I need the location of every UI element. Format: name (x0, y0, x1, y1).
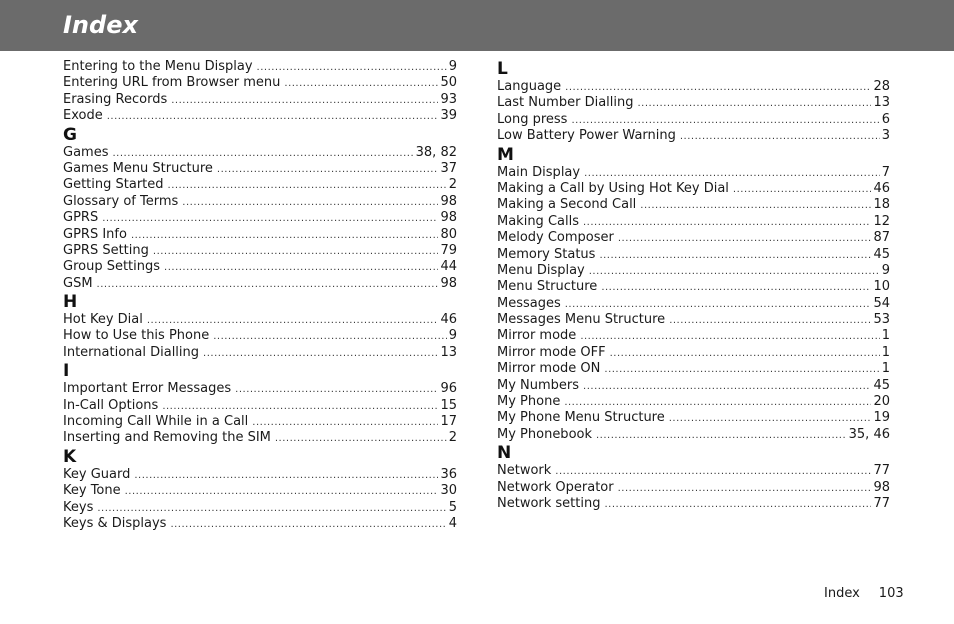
dot-leader (182, 195, 438, 211)
index-page-number: 77 (873, 463, 890, 479)
index-entry (497, 394, 890, 410)
index-term: GPRS Setting (63, 242, 149, 258)
index-entry (497, 496, 890, 512)
dot-leader (217, 162, 439, 178)
index-page-number: 18 (873, 197, 890, 213)
index-entry (497, 181, 890, 197)
index-page-number: 46 (873, 180, 890, 196)
index-entry (497, 79, 890, 95)
index-term: Games (63, 144, 109, 160)
index-page-number: 39 (440, 108, 457, 124)
index-term: Important Error Messages (63, 381, 232, 397)
index-term: GPRS (63, 210, 99, 226)
index-page-number: 53 (873, 312, 890, 328)
index-page-number: 93 (440, 91, 457, 107)
index-term: Keys & Displays (63, 515, 167, 531)
dot-leader (153, 244, 439, 260)
dot-leader (680, 129, 880, 145)
index-entry (63, 398, 457, 414)
index-page-number: 80 (440, 226, 457, 242)
index-term: Entering to the Menu Display (63, 59, 253, 74)
dot-leader (604, 362, 879, 378)
index-page-number: 79 (440, 242, 457, 258)
index-entry (497, 263, 890, 279)
index-entry (63, 276, 457, 292)
index-column-left (63, 59, 457, 532)
dot-leader (596, 428, 847, 444)
index-entry (63, 345, 457, 361)
index-term: Getting Started (63, 177, 164, 193)
index-page-number: 6 (881, 111, 890, 127)
index-term: My Phonebook (497, 426, 592, 442)
dot-leader (134, 468, 438, 484)
index-term: Erasing Records (63, 91, 168, 107)
dot-leader (604, 497, 871, 513)
index-entry (63, 467, 457, 483)
index-page-number: 9 (448, 328, 457, 344)
dot-leader (125, 484, 439, 500)
index-page-number: 3 (881, 128, 890, 144)
index-page-number: 35, 46 (848, 426, 890, 442)
index-entry (497, 128, 890, 144)
dot-leader (213, 329, 447, 345)
index-entry (497, 361, 890, 377)
index-term: Long press (497, 111, 568, 127)
index-entry (497, 427, 890, 443)
index-term: Low Battery Power Warning (497, 128, 676, 144)
index-entry (63, 500, 457, 516)
index-page-number: 98 (440, 193, 457, 209)
index-page-number: 54 (873, 295, 890, 311)
index-entry (497, 410, 890, 426)
dot-leader (107, 109, 439, 125)
section-letter: K (63, 446, 77, 467)
index-term: Making Calls (497, 213, 579, 229)
dot-leader (637, 96, 871, 112)
dot-leader (97, 501, 446, 517)
index-page-number: 45 (873, 377, 890, 393)
index-page-number: 36 (440, 466, 457, 482)
dot-leader (131, 228, 439, 244)
index-page-number: 9 (448, 59, 457, 74)
index-entry (497, 463, 890, 479)
dot-leader (584, 166, 880, 182)
index-entry (497, 165, 890, 181)
index-term: Menu Structure (497, 279, 598, 295)
index-page-number: 28 (873, 79, 890, 94)
index-term: Inserting and Removing the SIM (63, 430, 271, 446)
index-entry (63, 75, 457, 91)
index-page-number: 20 (873, 394, 890, 410)
footer-label: Index (824, 586, 860, 601)
index-entry (63, 92, 457, 108)
index-term: Menu Display (497, 262, 585, 278)
index-term: Network (497, 463, 552, 479)
header-bar (0, 0, 954, 51)
dot-leader (102, 211, 438, 227)
dot-leader (583, 215, 871, 231)
index-term: Messages Menu Structure (497, 312, 666, 328)
index-entry (63, 259, 457, 275)
index-entry (497, 214, 890, 230)
dot-leader (618, 481, 872, 497)
index-page-number: 7 (881, 164, 890, 180)
dot-leader (171, 93, 438, 109)
index-term: Incoming Call While in a Call (63, 414, 249, 430)
index-page-number: 77 (873, 495, 890, 511)
index-page-number: 45 (873, 246, 890, 262)
section-letter: G (63, 124, 77, 145)
index-term: Games Menu Structure (63, 160, 213, 176)
index-page-number: 12 (873, 213, 890, 229)
dot-leader (610, 346, 880, 362)
index-term: Key Guard (63, 466, 131, 482)
dot-leader (580, 329, 879, 345)
index-entry (63, 516, 457, 532)
index-page-number: 30 (440, 483, 457, 499)
index-page-number: 44 (440, 259, 457, 275)
index-page-number: 13 (440, 344, 457, 360)
index-term: Entering URL from Browser menu (63, 75, 281, 91)
index-page-number: 1 (881, 344, 890, 360)
page-title: Index (63, 11, 138, 39)
index-page-number: 1 (881, 328, 890, 344)
dot-leader (147, 313, 439, 329)
dot-leader (601, 280, 871, 296)
index-page-number: 9 (881, 262, 890, 278)
index-entry (63, 227, 457, 243)
index-entry (497, 480, 890, 496)
index-term: Network setting (497, 495, 601, 511)
index-entry (497, 279, 890, 295)
dot-leader (571, 113, 879, 129)
section-letter: I (63, 361, 70, 382)
index-entry (497, 230, 890, 246)
index-entry (63, 381, 457, 397)
index-term: Language (497, 79, 562, 94)
index-page-number: 2 (448, 430, 457, 446)
index-entry (63, 177, 457, 193)
index-term: Keys (63, 499, 94, 515)
dot-leader (252, 415, 438, 431)
index-entry (497, 112, 890, 128)
index-page-number: 96 (440, 381, 457, 397)
index-term: In-Call Options (63, 397, 159, 413)
index-term: Key Tone (63, 483, 121, 499)
page-footer (824, 586, 904, 602)
index-page-number: 98 (440, 210, 457, 226)
index-entry (497, 328, 890, 344)
index-page-number: 98 (440, 275, 457, 291)
index-page-number: 87 (873, 230, 890, 246)
index-term: How to Use this Phone (63, 328, 210, 344)
dot-leader (669, 411, 872, 427)
dot-leader (583, 379, 871, 395)
index-term: Glossary of Terms (63, 193, 179, 209)
index-page-number: 98 (873, 479, 890, 495)
dot-leader (112, 146, 413, 162)
index-term: Mirror mode OFF (497, 344, 606, 360)
index-entry (63, 194, 457, 210)
dot-leader (669, 313, 871, 329)
footer-page-number: 103 (878, 586, 904, 601)
index-term: GSM (63, 275, 93, 291)
index-term: Memory Status (497, 246, 596, 262)
index-term: My Phone (497, 394, 561, 410)
index-page-number: 1 (881, 361, 890, 377)
dot-leader (618, 231, 872, 247)
index-term: Making a Call by Using Hot Key Dial (497, 180, 729, 196)
index-entry (63, 59, 457, 75)
index-entry (63, 161, 457, 177)
section-letter: N (497, 443, 512, 464)
index-term: Exode (63, 108, 103, 124)
index-entry (63, 108, 457, 124)
index-term: Making a Second Call (497, 197, 637, 213)
dot-leader (97, 277, 439, 293)
index-page-number: 15 (440, 397, 457, 413)
index-entry (63, 414, 457, 430)
index-term: My Phone Menu Structure (497, 410, 665, 426)
index-entry (63, 483, 457, 499)
index-term: Main Display (497, 164, 581, 180)
index-page-number: 19 (873, 410, 890, 426)
index-page-number: 37 (440, 160, 457, 176)
dot-leader (640, 198, 871, 214)
index-page-number: 17 (440, 414, 457, 430)
index-page-number: 2 (448, 177, 457, 193)
index-term: International Dialling (63, 344, 200, 360)
dot-leader (275, 431, 447, 447)
section-letter: M (497, 144, 514, 165)
index-column-right (497, 59, 890, 512)
index-entry (63, 328, 457, 344)
index-entry (497, 296, 890, 312)
index-entry (497, 95, 890, 111)
dot-leader (257, 60, 447, 76)
index-term: Network Operator (497, 479, 614, 495)
dot-leader (564, 395, 871, 411)
dot-leader (164, 260, 438, 276)
dot-leader (733, 182, 872, 198)
index-term: Mirror mode (497, 328, 577, 344)
dot-leader (284, 76, 438, 92)
dot-leader (170, 517, 446, 533)
index-entry (63, 243, 457, 259)
index-entry (497, 378, 890, 394)
dot-leader (599, 248, 871, 264)
section-letter: H (63, 292, 78, 313)
dot-leader (162, 399, 438, 415)
index-page-number: 10 (873, 279, 890, 295)
dot-leader (203, 346, 438, 362)
index-entry (63, 430, 457, 446)
dot-leader (235, 382, 438, 398)
index-page-number: 50 (440, 75, 457, 91)
index-entry (497, 247, 890, 263)
index-term: Melody Composer (497, 230, 614, 246)
index-term: GPRS Info (63, 226, 127, 242)
index-page-number: 46 (440, 312, 457, 328)
dot-leader (565, 80, 871, 96)
dot-leader (555, 464, 871, 480)
index-page-number: 5 (448, 499, 457, 515)
index-entry (63, 312, 457, 328)
index-entry (497, 197, 890, 213)
dot-leader (589, 264, 880, 280)
section-letter: L (497, 59, 508, 79)
index-entry (63, 145, 457, 161)
index-entry (497, 345, 890, 361)
index-term: Last Number Dialling (497, 95, 634, 111)
index-term: My Numbers (497, 377, 580, 393)
index-page-number: 38, 82 (415, 144, 457, 160)
index-term: Messages (497, 295, 561, 311)
index-term: Group Settings (63, 259, 161, 275)
index-term: Hot Key Dial (63, 312, 143, 328)
dot-leader (168, 178, 447, 194)
index-page-number: 13 (873, 95, 890, 111)
index-entry (497, 312, 890, 328)
dot-leader (565, 297, 872, 313)
index-page-number: 4 (448, 515, 457, 531)
index-term: Mirror mode ON (497, 361, 601, 377)
index-entry (63, 210, 457, 226)
